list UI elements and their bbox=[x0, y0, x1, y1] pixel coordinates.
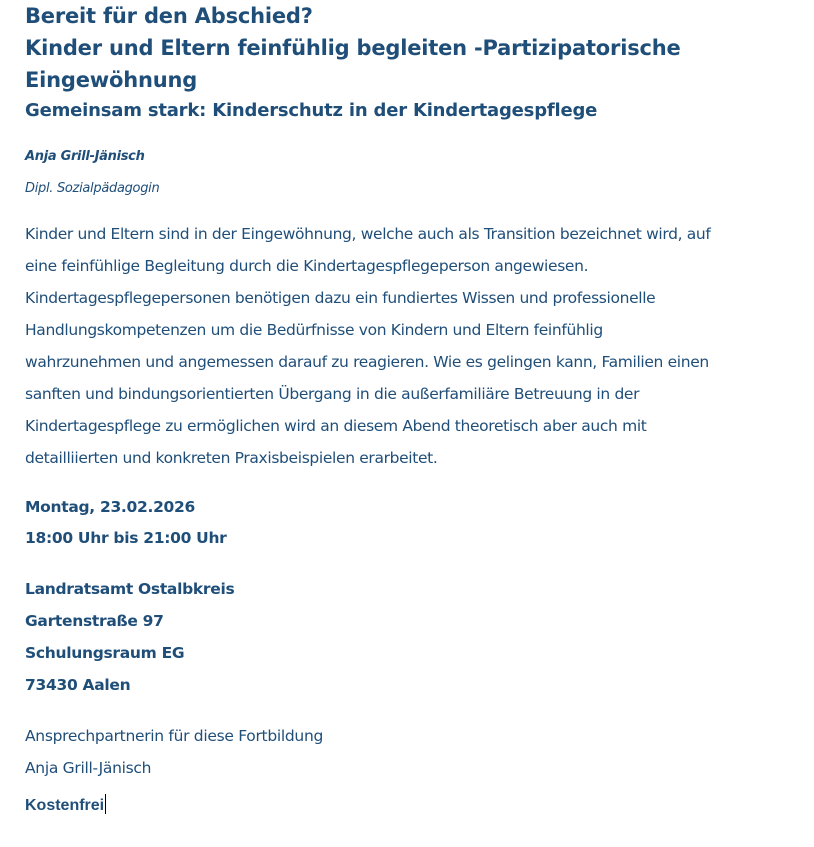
document-page bbox=[25, 0, 805, 817]
event-date: Montag, 23.02.2026 bbox=[25, 498, 196, 516]
location-block bbox=[25, 573, 805, 701]
location-institution: Landratsamt Ostalbkreis bbox=[25, 580, 235, 598]
location-city: 73430 Aalen bbox=[25, 676, 131, 694]
location-street: Gartenstraße 97 bbox=[25, 612, 164, 630]
description-line: Kinder und Eltern sind in der Eingewöhnung, welche auch als Transition bezeichnet wird, auf bbox=[25, 225, 711, 243]
speaker-name: Anja Grill-Jänisch bbox=[25, 149, 145, 164]
description-line: Kindertagespflegepersonen benötigen dazu ein fundiertes Wissen und professionelle bbox=[25, 289, 656, 307]
contact-block bbox=[25, 720, 805, 784]
title-line-2: Kinder und Eltern feinfühlig begleiten -Partizipatorische bbox=[25, 36, 681, 60]
description-paragraph bbox=[25, 218, 795, 474]
description-line: Handlungskompetenzen um die Bedürfnisse von Kindern und Eltern feinfühlig bbox=[25, 321, 603, 339]
speaker-title: Dipl. Sozialpädagogin bbox=[25, 181, 160, 196]
contact-name: Anja Grill-Jänisch bbox=[25, 759, 152, 777]
description-line: sanften und bindungsorientierten Übergang in die außerfamiliäre Betreuung in der bbox=[25, 385, 640, 403]
title-line-3: Eingewöhnung bbox=[25, 68, 198, 92]
text-cursor bbox=[105, 794, 106, 814]
cost-text: Kostenfrei bbox=[25, 797, 105, 814]
cost-line[interactable] bbox=[25, 794, 805, 817]
description-line: wahrzunehmen und angemessen darauf zu reagieren. Wie es gelingen kann, Familien einen bbox=[25, 353, 709, 371]
description-line: detailliierten und konkreten Praxisbeispielen erarbeitet. bbox=[25, 449, 438, 467]
description-line: Kindertagespflege zu ermöglichen wird an diesem Abend theoretisch aber auch mit bbox=[25, 417, 647, 435]
location-room: Schulungsraum EG bbox=[25, 644, 185, 662]
contact-label: Ansprechpartnerin für diese Fortbildung bbox=[25, 727, 324, 745]
title-line-1: Bereit für den Abschied? bbox=[25, 4, 313, 28]
schedule-block bbox=[25, 492, 805, 554]
description-line: eine feinfühlige Begleitung durch die Kindertagespflegeperson angewiesen. bbox=[25, 257, 589, 275]
subtitle: Gemeinsam stark: Kinderschutz in der Kindertagespflege bbox=[25, 100, 598, 121]
event-time: 18:00 Uhr bis 21:00 Uhr bbox=[25, 529, 227, 547]
